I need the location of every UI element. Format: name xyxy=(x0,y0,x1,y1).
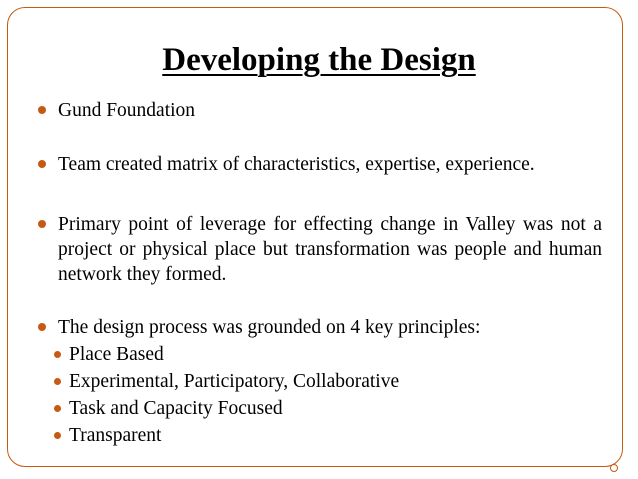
sub-bullet-text: Experimental, Participatory, Collaborative xyxy=(69,371,400,392)
sub-bullet-text: Task and Capacity Focused xyxy=(69,398,283,419)
bullet-text: Team created matrix of characteristics, expertise, experience. xyxy=(58,154,535,175)
slide-title-text: Developing the Design xyxy=(162,42,476,78)
sub-bullet-dot-icon xyxy=(54,405,61,412)
bullet-item-4 xyxy=(38,315,602,340)
bullet-dot-icon xyxy=(38,106,46,114)
bullet-dot-icon xyxy=(38,220,46,228)
sub-bullet-dot-icon xyxy=(54,351,61,358)
bullet-item-3 xyxy=(38,212,602,287)
bullet-item-2 xyxy=(38,152,602,177)
corner-circle-icon xyxy=(610,464,618,472)
bullet-dot-icon xyxy=(38,160,46,168)
bullet-item-1 xyxy=(38,98,602,123)
bullet-text: The design process was grounded on 4 key principles: xyxy=(58,317,481,338)
sub-bullet-item-4 xyxy=(54,423,602,448)
sub-bullet-item-2 xyxy=(54,369,602,394)
bullet-dot-icon xyxy=(38,323,46,331)
bullet-text: Gund Foundation xyxy=(58,100,196,121)
sub-bullet-dot-icon xyxy=(54,378,61,385)
sub-bullet-text: Transparent xyxy=(69,425,162,446)
sub-bullet-item-3 xyxy=(54,396,602,421)
sub-bullet-text: Place Based xyxy=(69,344,164,365)
bullet-text: Primary point of leverage for effecting change in Valley was not a project or physical place but transformation was people and human network they formed. xyxy=(58,214,602,285)
sub-bullet-item-1 xyxy=(54,342,602,367)
slide-title xyxy=(0,40,638,80)
sub-bullet-dot-icon xyxy=(54,432,61,439)
